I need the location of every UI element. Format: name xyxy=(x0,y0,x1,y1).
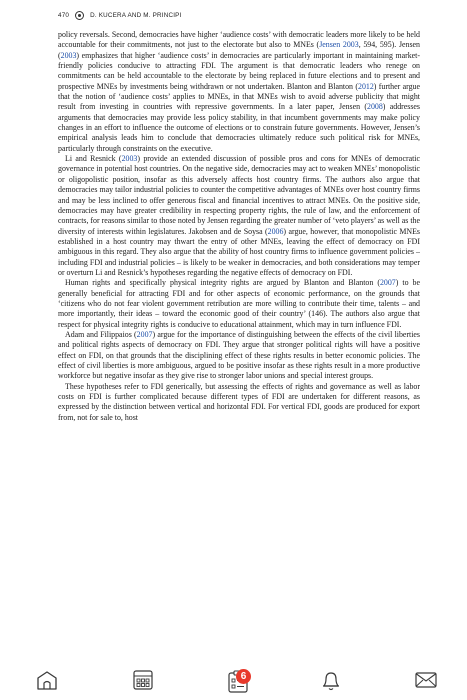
paragraph-text: , 594, 595). Jensen ( xyxy=(58,40,420,60)
home-icon xyxy=(35,669,59,691)
notifications-button[interactable] xyxy=(319,668,343,692)
paragraph-text: Li and Resnick ( xyxy=(65,154,122,164)
content-icon xyxy=(132,669,154,691)
article-body xyxy=(58,30,420,423)
paragraph-text: ) argue, however, that monopolistic MNEs established in a host country may thwart the entry of other MNEs, leaving the effect of democracy on FDI ambiguous in this regard. They also argue that the ability of host country firms to influence government policies – including FDI and industrial policies – is likely to be weaker in democracies, and both considerations may temper or overturn Li and Resnick’s hypotheses regarding the negative effects of democracy on FDI. xyxy=(58,226,420,277)
paragraph-text: ) further argue that the notion of ‘audience costs’ applies to MNEs, in that MNEs wish to avoid adverse publicity that might result from investing in countries with repressive governments. In a later paper, Jensen ( xyxy=(58,81,421,112)
paragraph-text: ) argue for the importance of distinguishing between the effects of the civil liberties and political rights aspects of democracy on FDI. They argue that stronger political rights will have a positive effect on FDI, on that grounds that the disciplining effect of these rights results in better economic policies. The effect of civil liberties is more ambiguous, argued to be positive insofar as these rights result in a more productive workforce but negative insofar as they give rise to stronger labor unions and special interest groups. xyxy=(58,329,420,381)
citation-link[interactable]: 2006 xyxy=(267,226,284,236)
running-header xyxy=(58,9,182,21)
citation-link[interactable]: 2003 xyxy=(60,50,77,60)
tasks-badge: 6 xyxy=(236,669,251,684)
paragraph-text: ) emphasizes that higher ‘audience costs’ in democracies are particularly important in maintaining market-friendly policies conducive to attracting FDI. The argument is that democratic leaders who renege on commitments can be held accountable to the electorate by being replaced in future elections and to present and prospective MNEs by investments being withdrawn or not undertaken. Blanton and Blanton ( xyxy=(58,50,420,91)
mail-icon xyxy=(414,670,438,690)
paragraph-text: ) addresses arguments that democracies may provide less policy stability, in that incumbent governments may make policy changes in an effort to influence the outcome of elections or to constrain future governments. However, Jensen’s empirical analysis leads him to conclude that democracies ultimately reduce such political risk for MNEs, particularly through constraints on the executive. xyxy=(58,102,421,153)
body-paragraph xyxy=(58,382,420,423)
citation-link[interactable]: 2008 xyxy=(367,102,383,112)
paragraph-text: ) to be generally beneficial for attracting FDI and for other aspects of economic performance, on the grounds that ‘citizens who do not fear violent government retribution are more willing to contribute their time, talents – and more importantly, their ideas – toward the economic good of their country’ (146). The authors also argue that respect for physical integrity rights is conducive to educational attainment, which may in turn influence FDI. xyxy=(58,278,420,329)
page-number: 470 xyxy=(58,11,70,19)
citation-link[interactable]: 2003 xyxy=(121,154,138,164)
body-paragraph xyxy=(58,278,420,330)
citation-link[interactable]: 2012 xyxy=(358,81,374,91)
body-paragraph xyxy=(58,330,420,382)
paragraph-text: ) provide an extended discussion of possible pros and cons for MNEs of democratic governance in potential host countries. On the negative side, democracies may act to weaken MNEs’ monopolistic or oligopolistic position, insofar as this adversely affects host country firms. The authors also argue that democracies may tailor industrial policies to counter the competitive advantages of MNEs over host country firms and may be less inclined to offer generous fiscal and financial incentives to attract MNEs. On the positive side, democracies may have greater credibility in respecting property rights, the rule of law, and the enforcement of contracts, for reasons similar to those noted by Jensen regarding the greater number of ‘veto players’ as well as the diversity of interests within legislatures. Jakobsen and de Soysa ( xyxy=(58,154,420,236)
paragraph-text: policy reversals. Second, democracies have higher ‘audience costs’ with democratic leaders more likely to be held accountable for their commitments, not just to the electorate but also to MNEs ( xyxy=(58,30,420,50)
publisher-logo-icon xyxy=(75,11,84,20)
paragraph-text: These hypotheses refer to FDI generically, but assessing the effects of rights and governance as well as labor costs on FDI is further complicated because different types of FDI are undertaken for different reasons, as expressed by the distinction between vertical and horizontal FDI. For vertical FDI, goods are produced for export from, not for sale to, host xyxy=(58,381,420,422)
paragraph-text: Human rights and specifically physical integrity rights are argued by Blanton and Blanton ( xyxy=(65,278,380,288)
tasks-button[interactable] xyxy=(222,668,254,692)
body-paragraph xyxy=(58,154,420,278)
body-paragraph xyxy=(58,30,420,154)
running-head-authors: D. KUCERA AND M. PRINCIPI xyxy=(90,11,182,19)
citation-link[interactable]: 2007 xyxy=(379,278,396,288)
bottom-navigation-bar xyxy=(0,655,467,700)
content-button[interactable] xyxy=(131,668,155,692)
home-button[interactable] xyxy=(35,668,59,692)
mail-button[interactable] xyxy=(414,668,438,692)
citation-link[interactable]: 2007 xyxy=(136,329,153,339)
paragraph-text: Adam and Filippaios ( xyxy=(65,329,137,339)
notifications-icon xyxy=(320,668,342,692)
citation-link[interactable]: Jensen 2003 xyxy=(319,40,359,50)
